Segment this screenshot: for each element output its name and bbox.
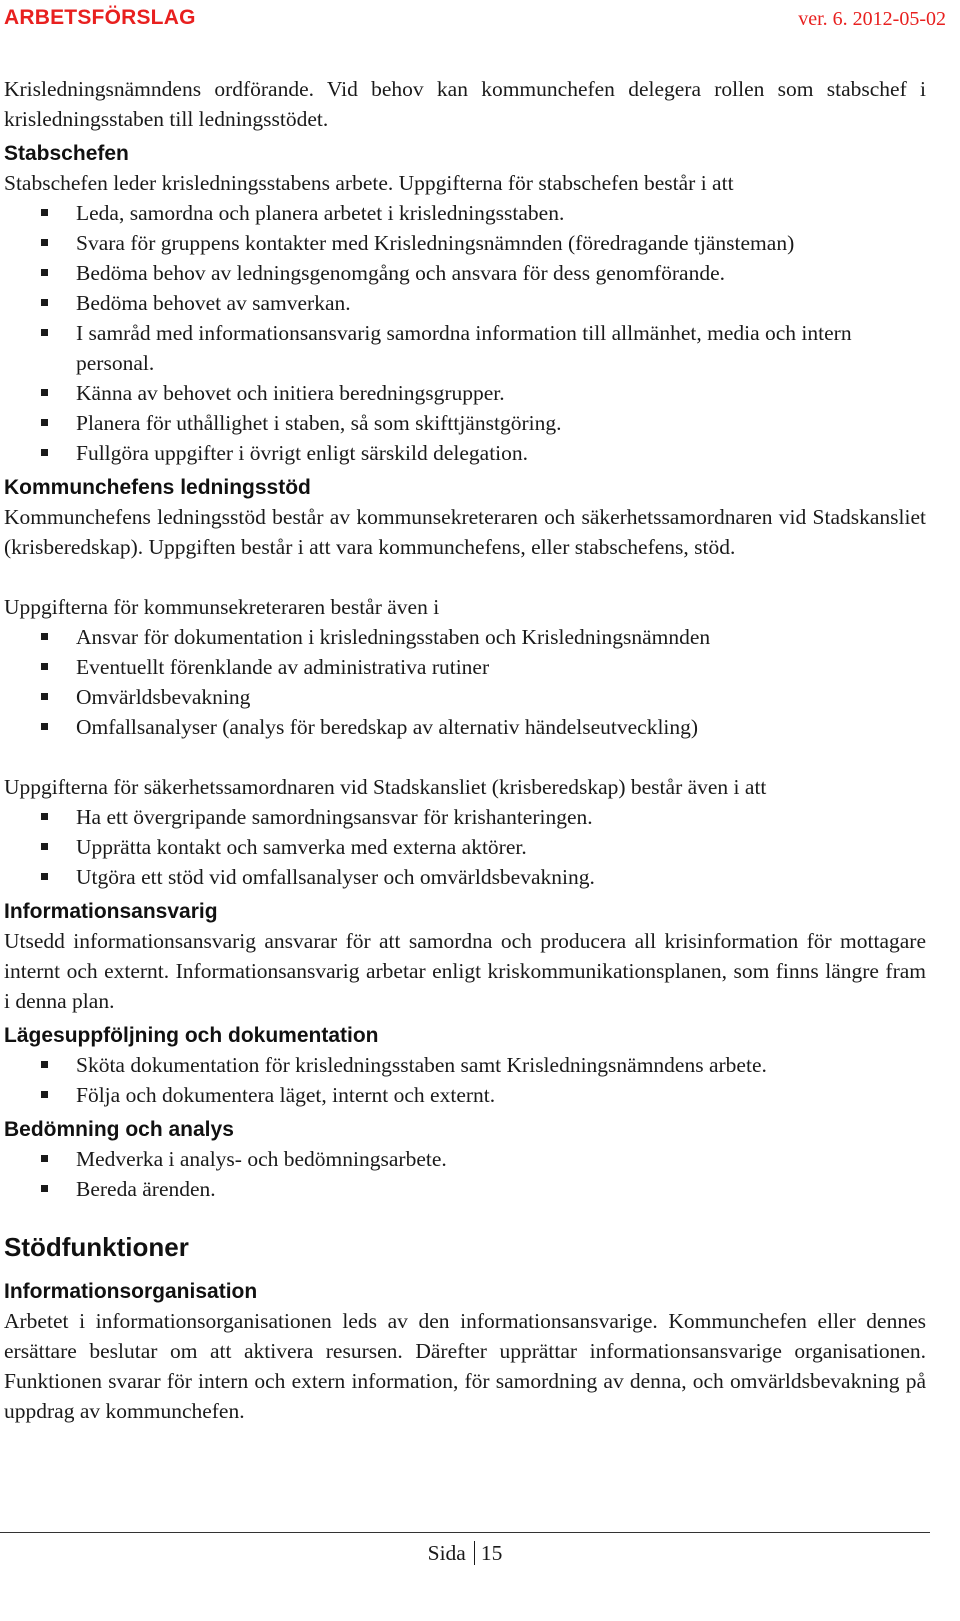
- list-item: Bedöma behovet av samverkan.: [4, 288, 926, 318]
- spacer: [4, 742, 926, 772]
- document-body: [4, 74, 926, 1426]
- square-bullet-icon: [41, 1091, 48, 1098]
- square-bullet-icon: [41, 633, 48, 640]
- footer-divider: [0, 1532, 930, 1533]
- list-item: Bedöma behov av ledningsgenomgång och ansvara för dess genomförande.: [4, 258, 926, 288]
- heading-informationsorganisation: Informationsorganisation: [4, 1280, 258, 1303]
- list-item: Ha ett övergripande samordningsansvar för krishanteringen.: [4, 802, 926, 832]
- informationsorganisation-paragraph: Arbetet i informationsorganisationen leds av den informationsansvarige. Kommunchefen eller dennes ersättare beslutar om att aktivera resursen. Därefter upprättar informationsansvarige organisationen. Funktionen svarar för intern och extern information, för samordning av denna, och omvärldsbevakning på uppdrag av kommunchefen.: [4, 1309, 926, 1423]
- square-bullet-icon: [41, 1185, 48, 1192]
- square-bullet-icon: [41, 723, 48, 730]
- square-bullet-icon: [41, 449, 48, 456]
- sekreterare-intro: Uppgifterna för kommunsekreteraren består även i: [4, 595, 440, 619]
- list-item: Svara för gruppens kontakter med Krisledningsnämnden (föredragande tjänsteman): [4, 228, 926, 258]
- list-item: Känna av behovet och initiera beredningsgrupper.: [4, 378, 926, 408]
- heading-ledningsstod: Kommunchefens ledningsstöd: [4, 476, 311, 499]
- square-bullet-icon: [41, 209, 48, 216]
- square-bullet-icon: [41, 663, 48, 670]
- spacer: [4, 562, 926, 592]
- list-item: Sköta dokumentation för krisledningsstaben samt Krisledningsnämndens arbete.: [4, 1050, 926, 1080]
- square-bullet-icon: [41, 329, 48, 336]
- square-bullet-icon: [41, 299, 48, 306]
- list-item: Leda, samordna och planera arbetet i krisledningsstaben.: [4, 198, 926, 228]
- heading-bedomning: Bedömning och analys: [4, 1118, 234, 1141]
- sakerhet-list: [4, 802, 926, 892]
- page-footer: [0, 1538, 930, 1568]
- list-item: Upprätta kontakt och samverka med externa aktörer.: [4, 832, 926, 862]
- square-bullet-icon: [41, 389, 48, 396]
- square-bullet-icon: [41, 1061, 48, 1068]
- square-bullet-icon: [41, 239, 48, 246]
- square-bullet-icon: [41, 1155, 48, 1162]
- lagesuppfoljning-list: [4, 1050, 926, 1110]
- list-item: Omvärldsbevakning: [4, 682, 926, 712]
- intro-paragraph: Krisledningsnämndens ordförande. Vid behov kan kommunchefen delegera rollen som stabschef i krisledningsstaben till ledningsstödet.: [4, 77, 926, 131]
- square-bullet-icon: [41, 813, 48, 820]
- list-item: Ansvar för dokumentation i krisledningsstaben och Krisledningsnämnden: [4, 622, 926, 652]
- heading-stodfunktioner: Stödfunktioner: [4, 1232, 189, 1262]
- page-separator: [474, 1541, 475, 1565]
- list-item: Medverka i analys- och bedömningsarbete.: [4, 1144, 926, 1174]
- square-bullet-icon: [41, 269, 48, 276]
- square-bullet-icon: [41, 693, 48, 700]
- square-bullet-icon: [41, 873, 48, 880]
- list-item: Planera för uthållighet i staben, så som skifttjänstgöring.: [4, 408, 926, 438]
- list-item: Utgöra ett stöd vid omfallsanalyser och omvärldsbevakning.: [4, 862, 926, 892]
- list-item: Fullgöra uppgifter i övrigt enligt särskild delegation.: [4, 438, 926, 468]
- page-number: 15: [480, 1541, 503, 1565]
- ledningsstod-paragraph: Kommunchefens ledningsstöd består av kommunsekreteraren och säkerhetssamordnaren vid Stadskansliet (krisberedskap). Uppgiften består i att vara kommunchefens, eller stabschefens, stöd.: [4, 505, 926, 559]
- version-label: ver. 6. 2012-05-02: [798, 8, 946, 30]
- square-bullet-icon: [41, 419, 48, 426]
- bedomning-list: [4, 1144, 926, 1204]
- heading-lagesuppfoljning: Lägesuppföljning och dokumentation: [4, 1024, 379, 1047]
- stabschefen-intro: Stabschefen leder krisledningsstabens arbete. Uppgifterna för stabschefen består i att: [4, 171, 734, 195]
- page-label: Sida: [427, 1541, 466, 1565]
- heading-stabschefen: Stabschefen: [4, 142, 129, 165]
- list-item: Bereda ärenden.: [4, 1174, 926, 1204]
- list-item: Eventuellt förenklande av administrativa rutiner: [4, 652, 926, 682]
- list-item: Följa och dokumentera läget, internt och externt.: [4, 1080, 926, 1110]
- informationsansvarig-paragraph: Utsedd informationsansvarig ansvarar för att samordna och producera all krisinformation för mottagare internt och externt. Informationsansvarig arbetar enligt kriskommunikationsplanen, som finns längre fram i denna plan.: [4, 929, 926, 1013]
- sakerhet-intro: Uppgifterna för säkerhetssamordnaren vid Stadskansliet (krisberedskap) består även i att: [4, 775, 767, 799]
- heading-informationsansvarig: Informationsansvarig: [4, 900, 218, 923]
- sekreterare-list: [4, 622, 926, 742]
- page-header: [4, 6, 946, 36]
- list-item: I samråd med informationsansvarig samordna information till allmänhet, media och intern personal.: [4, 318, 926, 378]
- stabschefen-list: [4, 198, 926, 468]
- square-bullet-icon: [41, 843, 48, 850]
- draft-label: ARBETSFÖRSLAG: [4, 6, 196, 29]
- list-item: Omfallsanalyser (analys för beredskap av alternativ händelseutveckling): [4, 712, 926, 742]
